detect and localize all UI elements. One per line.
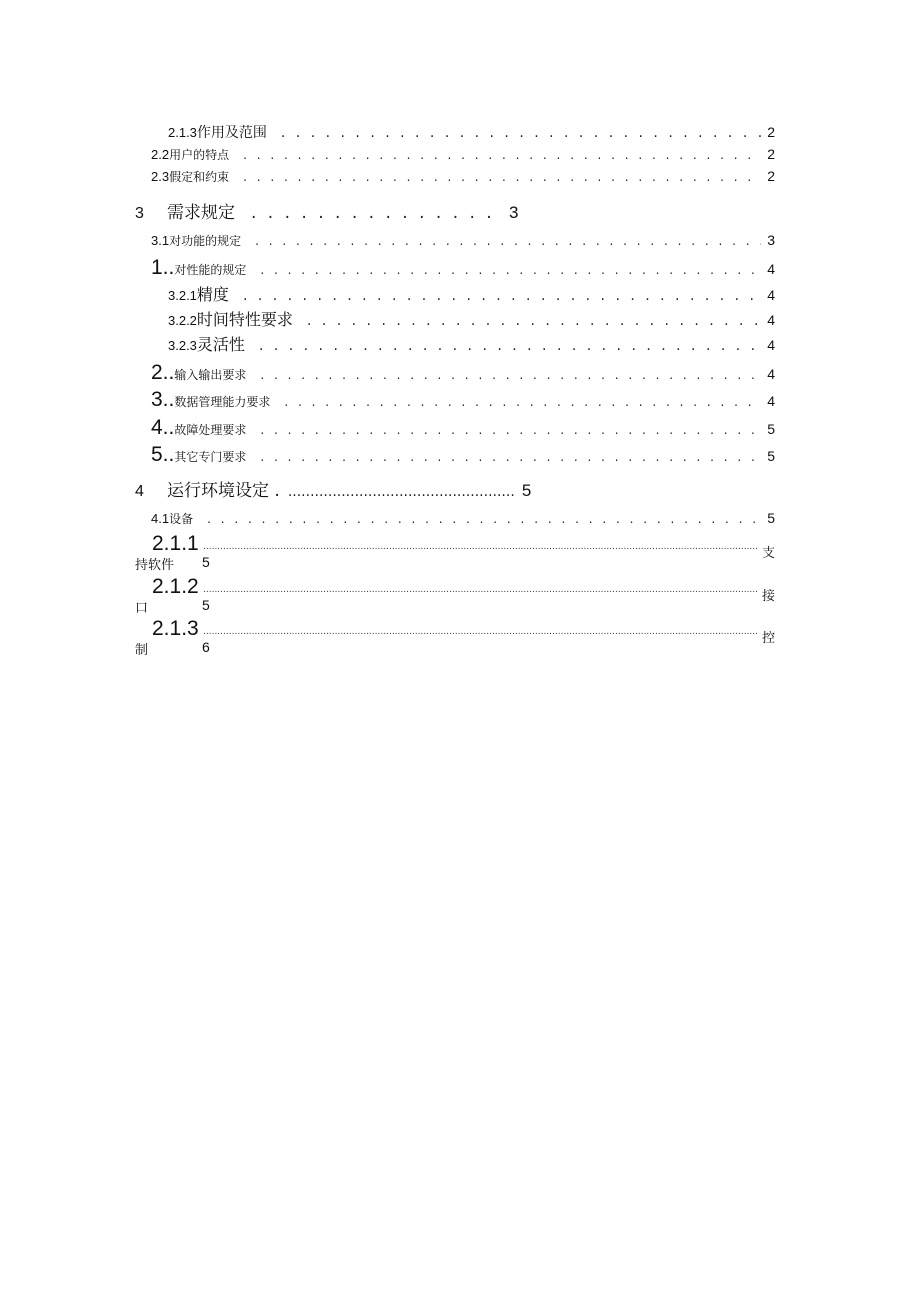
toc-entry-number: 3.2.3 [168, 338, 197, 353]
toc-entry[interactable] [168, 122, 775, 142]
toc-entry-broken[interactable] [135, 617, 775, 659]
toc-entry-title: 输入输出要求 [174, 368, 247, 382]
dot-leader [260, 368, 761, 382]
toc-entry-number: 2.1.1 [152, 532, 199, 555]
toc-entry-number: 2.1.2 [152, 575, 199, 598]
toc-entry-title: 时间特性要求 [196, 310, 293, 329]
toc-entry-number: 4.. [151, 416, 175, 439]
dot-leader [260, 423, 761, 437]
dot-leader [288, 484, 516, 500]
dot-leader [203, 585, 759, 595]
toc-entry[interactable] [151, 388, 775, 412]
toc-entry-page: 6 [202, 639, 210, 655]
toc-entry-number: 4 [135, 483, 144, 500]
toc-entry-number: 2.1.3 [152, 617, 199, 640]
toc-entry-page: 4 [767, 312, 775, 328]
toc-entry-number: 2.3 [151, 169, 170, 184]
toc-entry[interactable] [151, 146, 775, 163]
toc-entry-page: 5 [767, 421, 775, 437]
toc-entry-number: 4.1 [151, 511, 170, 526]
toc-entry-page: 2 [767, 146, 775, 162]
toc-entry[interactable] [168, 332, 775, 355]
toc-entry-title: 对功能的规定 [169, 234, 242, 248]
toc-entry[interactable] [168, 307, 775, 330]
dot-leader [284, 395, 761, 409]
toc-entry-title: 故障处理要求 [174, 423, 247, 437]
toc-entry-broken[interactable] [135, 575, 775, 617]
toc-entry-page: 5 [767, 510, 775, 526]
toc-entry-number: 5.. [151, 443, 175, 466]
dot-leader [243, 288, 761, 304]
toc-entry-page: 5 [767, 448, 775, 464]
toc-entry-title-first-char: 支 [761, 546, 775, 561]
dot-leader [281, 125, 761, 141]
toc-entry-title: 运行环境设定 . [167, 481, 280, 501]
toc-entry[interactable] [135, 198, 518, 223]
toc-entry-number: 3.. [151, 388, 175, 411]
toc-entry-title: 对性能的规定 [174, 263, 247, 277]
toc-entry-title: 持软件 [135, 558, 175, 573]
toc-entry-title: 其它专门要求 [174, 450, 247, 464]
toc-entry-number: 2.1.3 [168, 125, 197, 140]
toc-entry-page: 4 [767, 366, 775, 382]
dot-leader [255, 234, 761, 248]
toc-entry-number: 2.. [151, 361, 175, 384]
dot-leader [259, 338, 761, 354]
dot-leader [243, 170, 761, 184]
toc-entry-page: 2 [767, 124, 775, 140]
dot-leader [307, 313, 761, 329]
toc-entry[interactable] [151, 232, 775, 249]
toc-entry-number: 3.2.1 [168, 288, 197, 303]
toc-entry-number: 2.2 [151, 147, 170, 162]
toc-entry-title-first-char: 控 [761, 631, 775, 646]
toc-entry-page: 5 [202, 554, 210, 570]
dot-leader [251, 203, 499, 223]
toc-entry-page: 5 [521, 481, 532, 500]
toc-entry-title: 数据管理能力要求 [174, 395, 271, 409]
toc-entry[interactable] [168, 282, 775, 305]
dot-leader [207, 512, 761, 526]
toc-entry-page: 3 [509, 203, 519, 222]
dot-leader [203, 542, 759, 552]
toc-entry-title: 假定和约束 [169, 170, 230, 184]
toc-entry-title: 精度 [196, 285, 229, 304]
toc-entry[interactable] [151, 510, 775, 527]
toc-entry-page: 4 [767, 393, 775, 409]
toc-entry-number: 3.2.2 [168, 313, 197, 328]
toc-entry-title: 灵活性 [196, 335, 245, 354]
toc-entry-title: 设备 [169, 512, 194, 526]
toc-entry-number: 3 [135, 205, 144, 222]
toc-entry[interactable] [151, 361, 775, 385]
toc-entry-number: 1.. [151, 256, 175, 279]
toc-entry[interactable] [151, 168, 775, 185]
toc-entry-page: 4 [767, 261, 775, 277]
dot-leader [243, 148, 761, 162]
toc-entry-broken[interactable] [135, 532, 775, 574]
dot-leader [203, 627, 759, 637]
dot-leader [260, 450, 761, 464]
toc-entry-number: 3.1 [151, 233, 170, 248]
toc-entry-page: 2 [767, 168, 775, 184]
toc-entry[interactable] [151, 256, 775, 280]
toc-entry-title-first-char: 接 [761, 589, 775, 604]
toc-entry-page: 4 [767, 337, 775, 353]
toc-entry[interactable] [135, 476, 531, 501]
toc-entry-title: 制 [135, 643, 149, 658]
toc-entry-page: 3 [767, 232, 775, 248]
toc-entry-title: 需求规定 [167, 203, 235, 223]
toc-entry[interactable] [151, 443, 775, 467]
toc-entry-title: 口 [135, 601, 149, 616]
toc-entry-page: 4 [767, 287, 775, 303]
toc-entry-title: 作用及范围 [196, 125, 267, 141]
dot-leader [260, 263, 761, 277]
toc-entry-title: 用户的特点 [169, 148, 230, 162]
toc-entry-page: 5 [202, 597, 210, 613]
toc-entry[interactable] [151, 416, 775, 440]
